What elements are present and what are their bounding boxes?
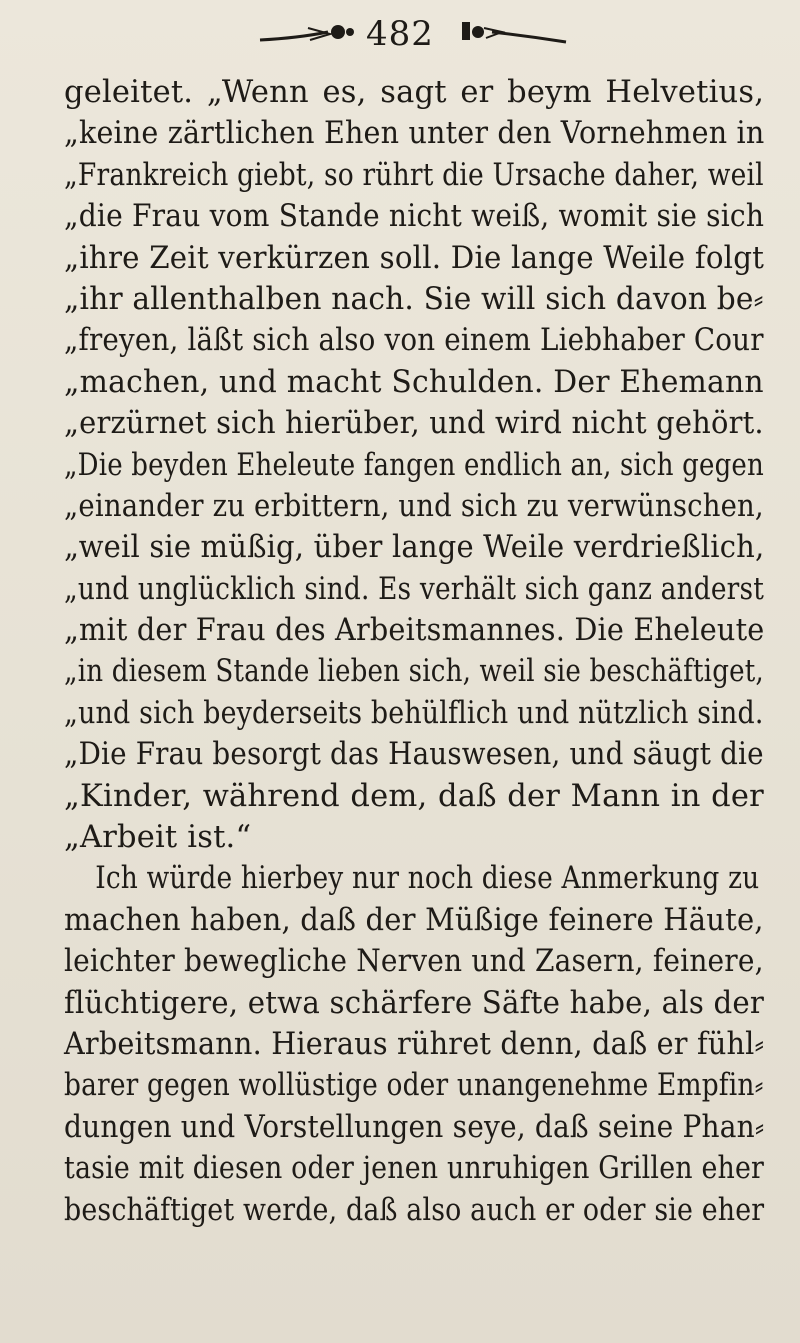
text-line: „ihre Zeit verkürzen soll. Die lange Weile folgt: [64, 240, 765, 276]
right-ornament-icon: [458, 10, 568, 50]
text-line: „mit der Frau des Arbeitsmannes. Die Eheleute: [64, 613, 765, 649]
text-line: dungen und Vorstellungen seye, daß seine Phan⸗: [64, 1109, 765, 1145]
text-line: Ich würde hierbey nur noch diese Anmerkung zu: [95, 861, 760, 897]
text-line: flüchtigere, etwa schärfere Säfte habe, als der: [64, 985, 765, 1021]
text-line: „Die beyden Eheleute fangen endlich an, sich gegen: [64, 447, 764, 483]
text-line: leichter bewegliche Nerven und Zasern, feinere,: [64, 944, 764, 980]
text-line: „die Frau vom Stande nicht weiß, womit sie sich: [64, 199, 765, 235]
body-text: [64, 72, 764, 1231]
text-line: „ihr allenthalben nach. Sie will sich davon be⸗: [64, 281, 764, 317]
text-line: „in diesem Stande lieben sich, weil sie beschäftiget,: [64, 654, 764, 690]
paragraph: [64, 72, 764, 858]
paragraph: [64, 858, 764, 1231]
text-line: „weil sie müßig, über lange Weile verdrießlich,: [64, 530, 765, 566]
text-line: „Arbeit ist.“: [64, 820, 252, 856]
text-line: „Frankreich giebt, so rührt die Ursache daher, weil: [64, 157, 764, 193]
text-line: „und unglücklich sind. Es verhält sich ganz anderst: [64, 571, 764, 607]
text-line: machen haben, daß der Müßige feinere Häute,: [64, 902, 764, 938]
text-line: „Kinder, während dem, daß der Mann in der: [64, 778, 764, 814]
text-line: „erzürnet sich hierüber, und wird nicht gehört.: [64, 406, 764, 442]
text-line: „Die Frau besorgt das Hauswesen, und säugt die: [64, 737, 764, 773]
page-number: 482: [366, 14, 434, 54]
text-line: Arbeitsmann. Hieraus rühret denn, daß er fühl⸗: [64, 1026, 765, 1062]
text-line: beschäftiget werde, daß also auch er oder sie eher: [64, 1192, 765, 1228]
text-line: „machen, und macht Schulden. Der Ehemann: [64, 364, 764, 400]
text-line: barer gegen wollüstige oder unangenehme Empfin⸗: [64, 1068, 764, 1104]
page-header: [0, 10, 800, 60]
text-line: „und sich beyderseits behülflich und nützlich sind.: [64, 695, 764, 731]
left-ornament-icon: [258, 10, 358, 50]
text-line: „freyen, läßt sich also von einem Liebhaber Cour: [64, 323, 764, 359]
text-line: geleitet. „Wenn es, sagt er beym Helvetius,: [64, 75, 765, 110]
text-line: tasie mit diesen oder jenen unruhigen Grillen eher: [64, 1151, 765, 1187]
text-line: „keine zärtlichen Ehen unter den Vornehmen in: [64, 116, 765, 152]
text-line: „einander zu erbittern, und sich zu verwünschen,: [64, 488, 764, 524]
